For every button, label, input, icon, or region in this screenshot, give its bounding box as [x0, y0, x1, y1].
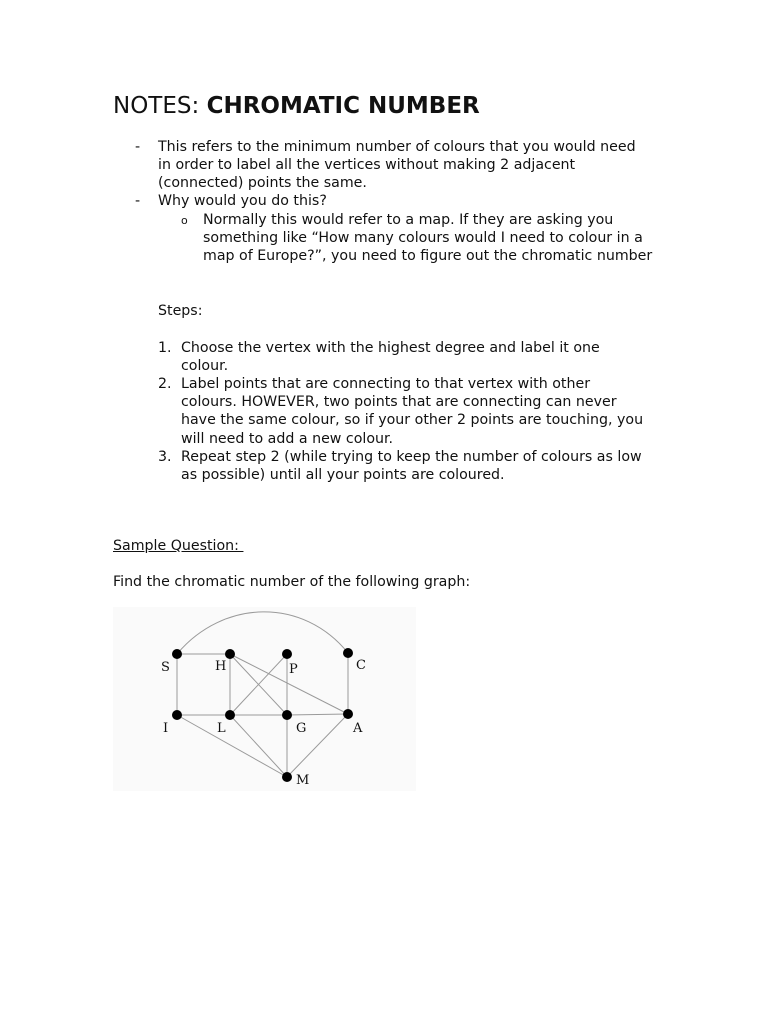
- title-prefix: NOTES:: [113, 93, 207, 119]
- graph-vertex-label-a: A: [353, 721, 363, 736]
- bullet-dash: -: [135, 193, 141, 209]
- graph-vertex-a: [343, 709, 353, 719]
- step-text: Label points that are connecting to that vertex with other colours. HOWEVER, two points that are connecting can never have the same colour, so if your other 2 points are touching, you will need to add a new colour.: [181, 376, 644, 447]
- graph-vertex-i: [172, 710, 182, 720]
- bullet-text: This refers to the minimum number of colours that you would need in order to label all the vertices without making 2 adjacent (connected) points the same.: [158, 139, 636, 192]
- question-text: Find the chromatic number of the following graph:: [113, 574, 471, 590]
- graph-vertex-p: [282, 649, 292, 659]
- graph-vertex-label-l: L: [217, 721, 226, 736]
- sample-question-heading: Sample Question:: [113, 538, 244, 554]
- graph-vertex-label-h: H: [215, 659, 227, 674]
- bullet-dash: -: [135, 139, 141, 155]
- graph-vertex-label-s: S: [161, 660, 170, 675]
- graph-vertex-label-g: G: [296, 721, 307, 736]
- step-number: 3.: [158, 449, 172, 465]
- graph-vertex-label-i: I: [163, 721, 169, 736]
- step-text: Repeat step 2 (while trying to keep the number of colours as low as possible) until all your points are coloured.: [181, 449, 642, 484]
- graph-vertex-s: [172, 649, 182, 659]
- graph-vertex-m: [282, 772, 292, 782]
- sub-bullet-marker: o: [181, 214, 188, 227]
- graph-vertex-c: [343, 648, 353, 658]
- graph-vertex-l: [225, 710, 235, 720]
- page-title: [113, 91, 480, 121]
- step-text: Choose the vertex with the highest degree and label it one colour.: [181, 340, 600, 375]
- graph-vertex-label-p: P: [289, 662, 298, 677]
- bullet-text: Why would you do this?: [158, 193, 327, 209]
- step-number: 2.: [158, 376, 172, 392]
- graph-figure: [113, 607, 416, 791]
- step-number: 1.: [158, 340, 172, 356]
- graph-vertex-label-c: C: [356, 658, 366, 673]
- title-bold: CHROMATIC NUMBER: [206, 93, 480, 119]
- graph-vertex-h: [225, 649, 235, 659]
- graph-svg: [113, 607, 416, 791]
- graph-vertex-g: [282, 710, 292, 720]
- graph-vertex-label-m: M: [296, 773, 310, 788]
- steps-heading: Steps:: [158, 303, 203, 319]
- sub-bullet-text: Normally this would refer to a map. If they are asking you something like “How many colours would I need to colour in a map of Europe?”, you need to figure out the chromatic number: [203, 212, 653, 265]
